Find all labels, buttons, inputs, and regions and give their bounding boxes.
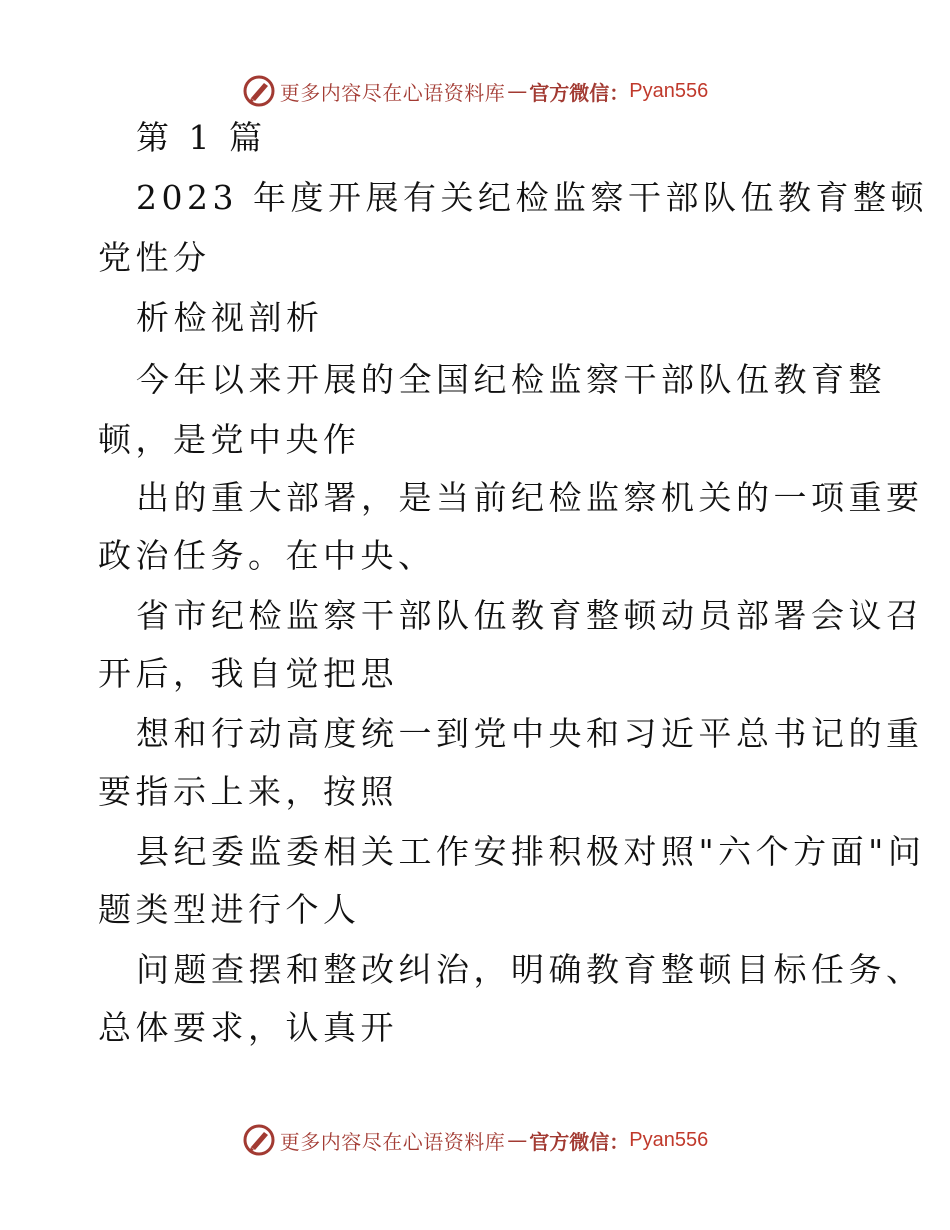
paragraph-line: 开后，我自觉把思 <box>98 654 398 693</box>
watermark-wechat-label: 官方微信： <box>529 80 630 105</box>
watermark-dash: — <box>507 79 528 103</box>
paragraph-line: 问题查摆和整改纠治，明确教育整顿目标任务、 <box>136 950 924 989</box>
paragraph-line: 县纪委监委相关工作安排积极对照"六个方面"问 <box>136 832 926 871</box>
paragraph-line: 政治任务。在中央、 <box>98 536 436 575</box>
title-line-2: 党性分 <box>98 238 211 277</box>
watermark-wechat-id: Pyan556 <box>629 1128 709 1151</box>
title-line-1: 2023 年度开展有关纪检监察干部队伍教育整顿 <box>136 178 928 217</box>
title-line-3: 析检视剖析 <box>136 298 324 337</box>
section-heading: 第 1 篇 <box>136 118 267 157</box>
paragraph-line: 顿，是党中央作 <box>98 420 361 459</box>
watermark-text: 更多内容尽在心语资料库 <box>279 80 506 105</box>
watermark-dash: — <box>507 1128 528 1152</box>
paragraph-line: 总体要求，认真开 <box>98 1008 398 1047</box>
paragraph-line: 省市纪检监察干部队伍教育整顿动员部署会议召 <box>136 596 924 635</box>
header-watermark <box>0 71 950 111</box>
paragraph-line: 出的重大部署，是当前纪检监察机关的一项重要 <box>136 478 924 517</box>
paragraph-line: 想和行动高度统一到党中央和习近平总书记的重 <box>136 714 924 753</box>
paragraph-line: 今年以来开展的全国纪检监察干部队伍教育整 <box>136 360 886 399</box>
paragraph-line: 要指示上来，按照 <box>98 772 398 811</box>
watermark-wechat-label: 官方微信： <box>529 1129 630 1154</box>
paragraph-line: 题类型进行个人 <box>98 890 361 929</box>
footer-watermark <box>0 1120 950 1160</box>
pen-logo-icon <box>242 1123 276 1157</box>
watermark-wechat-id: Pyan556 <box>629 79 709 102</box>
watermark-text: 更多内容尽在心语资料库 <box>279 1129 506 1154</box>
pen-logo-icon <box>242 74 276 108</box>
